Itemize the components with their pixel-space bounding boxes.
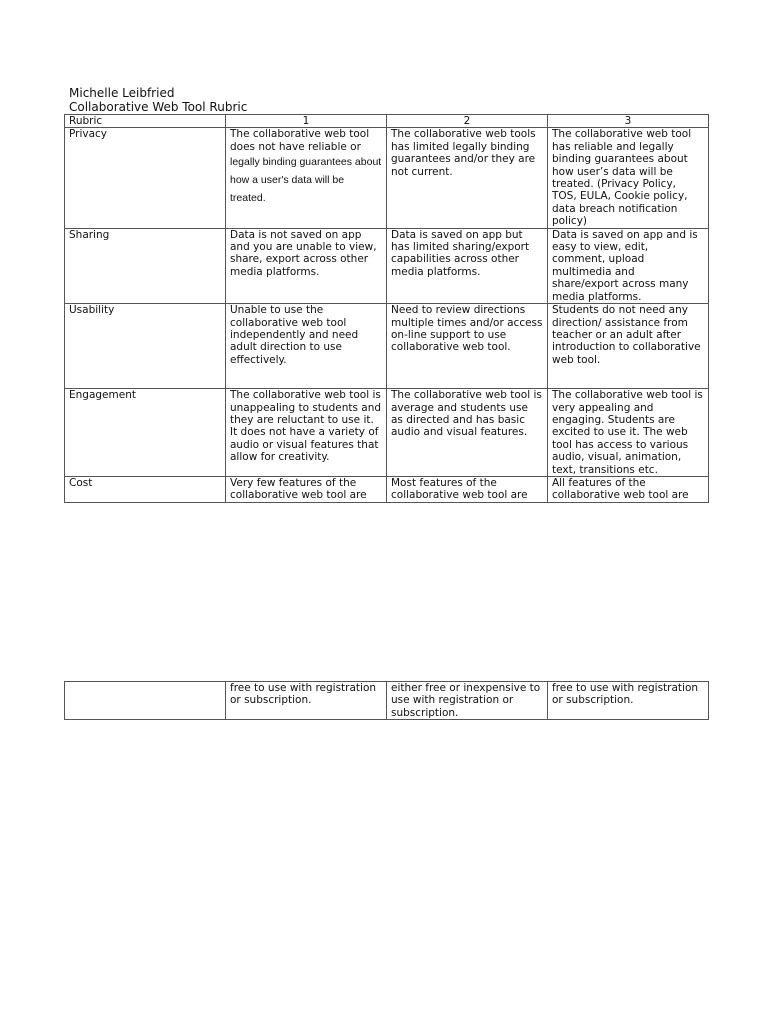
table-row-sharing	[65, 228, 709, 303]
cost-level-3: All features of the collaborative web tool are	[548, 476, 709, 502]
cost-level-1-continued: free to use with registration or subscription.	[226, 682, 387, 720]
criterion-engagement: Engagement	[65, 389, 226, 477]
cost-level-3-continued: free to use with registration or subscription.	[548, 682, 709, 720]
table-row-cost	[65, 476, 709, 502]
criterion-cost-continued	[65, 682, 226, 720]
table-row-engagement	[65, 389, 709, 477]
usability-level-1: Unable to use the collaborative web tool independently and need adult direction to use effectively.	[226, 304, 387, 389]
privacy-level-2: The collaborative web tools has limited legally binding guarantees and/or they are not current.	[387, 128, 548, 228]
table-header-row	[65, 115, 709, 128]
header-rubric: Rubric	[65, 115, 226, 128]
privacy-level-3: The collaborative web tool has reliable and legally binding guarantees about how user’s data will be treated. (Privacy Policy, TOS, EULA, Cookie policy, data breach notification policy)	[548, 128, 709, 228]
engagement-level-2: The collaborative web tool is average and students use as directed and has basic audio and visual features.	[387, 389, 548, 477]
criterion-sharing: Sharing	[65, 228, 226, 303]
table-row-privacy	[65, 128, 709, 228]
criterion-cost: Cost	[65, 476, 226, 502]
cost-level-1: Very few features of the collaborative web tool are	[226, 476, 387, 502]
rubric-table	[64, 114, 709, 503]
header-level-2: 2	[387, 115, 548, 128]
author-name: Michelle Leibfried	[69, 86, 175, 100]
engagement-level-3: The collaborative web tool is very appealing and engaging. Students are excited to use it. The web tool has access to various audio, visual, animation, text, transitions etc.	[548, 389, 709, 477]
sharing-level-3: Data is saved on app and is easy to view, edit, comment, upload multimedia and share/export across many media platforms.	[548, 228, 709, 303]
criterion-privacy: Privacy	[65, 128, 226, 228]
sharing-level-1: Data is not saved on app and you are unable to view, share, export across other media platforms.	[226, 228, 387, 303]
criterion-usability: Usability	[65, 304, 226, 389]
usability-level-3: Students do not need any direction/ assistance from teacher or an adult after introduction to collaborative web tool.	[548, 304, 709, 389]
cost-level-2-continued: either free or inexpensive to use with registration or subscription.	[387, 682, 548, 720]
table-row-usability	[65, 304, 709, 389]
privacy-level-1-text-b: legally binding guarantees about how a user's data will be treated.	[230, 156, 382, 205]
privacy-level-1-text-a: The collaborative web tool does not have reliable or	[230, 128, 370, 153]
document-title: Collaborative Web Tool Rubric	[69, 100, 248, 114]
privacy-level-1	[226, 128, 387, 228]
engagement-level-1: The collaborative web tool is unappealing to students and they are reluctant to use it. It does not have a variety of audio or visual features that allow for creativity.	[226, 389, 387, 477]
usability-level-2: Need to review directions multiple times and/or access on-line support to use collaborative web tool.	[387, 304, 548, 389]
header-level-1: 1	[226, 115, 387, 128]
table-row-cost-continued	[65, 682, 709, 720]
cost-level-2: Most features of the collaborative web tool are	[387, 476, 548, 502]
sharing-level-2: Data is saved on app but has limited sharing/export capabilities across other media platforms.	[387, 228, 548, 303]
header-level-3: 3	[548, 115, 709, 128]
rubric-table-continuation	[64, 681, 709, 720]
